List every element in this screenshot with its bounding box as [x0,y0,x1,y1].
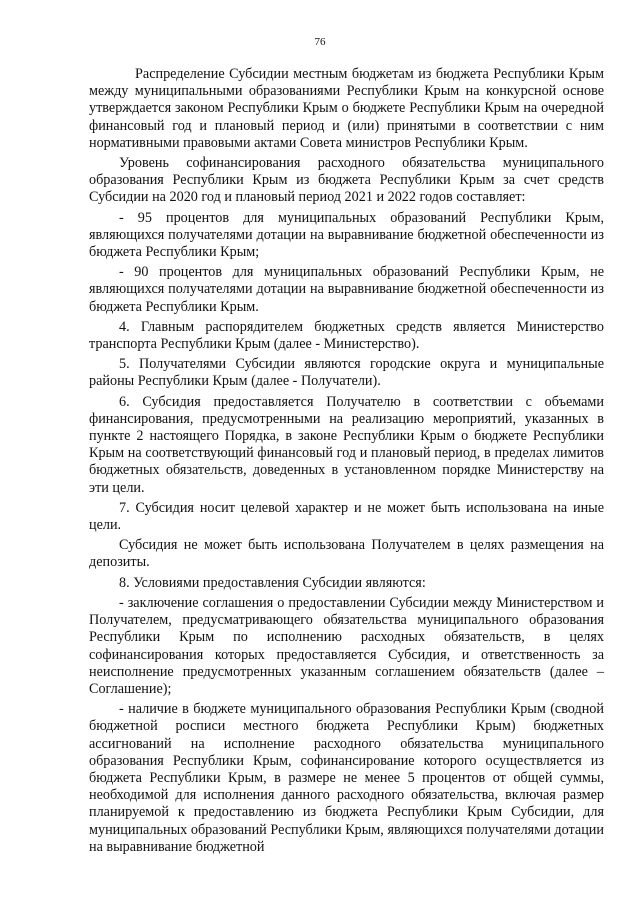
paragraph-item-8: 8. Условиями предоставления Субсидии являются: [119,574,426,591]
paragraph-deposit-restriction: Субсидия не может быть использована Получателем в целях размещения на депозиты. [89,537,604,571]
paragraph-subsidy-distribution: Распределение Субсидии местным бюджетам из бюджета Республики Крым между муниципальными образованиями Республики Крым на конкурсной основе утверждается законом Республики Крым о бюджете Республики Крым на очередной финансовый год и плановый период и (или) принятыми в соответствии с ним нормативными правовыми актами Совета министров Республики Крым. [89,66,604,151]
paragraph-cofinancing-level: Уровень софинансирования расходного обязательства муниципального образования Республики Крым из бюджета Республики Крым за счет средств Субсидии на 2020 год и плановый период 2021 и 2022 годов составляет: [89,155,604,206]
document-body [89,66,604,859]
page-number: 76 [314,36,326,48]
paragraph-item-5: 5. Получателями Субсидии являются городские округа и муниципальные районы Республики Крым (далее - Получатели). [89,356,604,390]
paragraph-item-7: 7. Субсидия носит целевой характер и не может быть использована на иные цели. [89,499,604,534]
paragraph-agreement-condition: - заключение соглашения о предоставлении Субсидии между Министерством и Получателем, предусматривающего обязательства муниципального образования Республики Крым по исполнению расходных обязательств, в целях софинансирования которых предоставляется Субсидия, и ответственность за неисполнение предусмотренных указанным соглашением обязательств (далее – Соглашение); [89,594,604,697]
paragraph-item-6: 6. Субсидия предоставляется Получателю в соответствии с объемами финансирования, предусмотренными на реализацию мероприятий, указанных в пункте 2 настоящего Порядка, в законе Республики Крым о бюджете Республики Крым на соответствующий финансовый год и плановый период, в пределах лимитов бюджетных обязательств, доведенных в установленном порядке Министерству на эти цели. [89,393,604,496]
paragraph-budget-allocation-condition: - наличие в бюджете муниципального образования Республики Крым (сводной бюджетной росписи местного бюджета Республики Крым) бюджетных ассигнований на исполнение расходного обязательства муниципального образования Республики Крым, софинансирование которого осуществляется из бюджета Республики Крым, в размере не менее 5 процентов от общей суммы, необходимой для исполнения данного расходного обязательства, включая размер планируемой к предоставлению из бюджета Республики Крым Субсидии, для муниципальных образований Республики Крым, являющихся получателями дотации на выравнивание бюджетной [89,701,604,855]
paragraph-90-percent: - 90 процентов для муниципальных образований Республики Крым, не являющихся получателями дотации на выравнивание бюджетной обеспеченности из бюджета Республики Крым. [89,264,604,315]
paragraph-item-4: 4. Главным распорядителем бюджетных средств является Министерство транспорта Республики Крым (далее - Министерство). [89,318,604,353]
paragraph-95-percent: - 95 процентов для муниципальных образований Республики Крым, являющихся получателями дотации на выравнивание бюджетной обеспеченности из бюджета Республики Крым; [89,209,604,261]
